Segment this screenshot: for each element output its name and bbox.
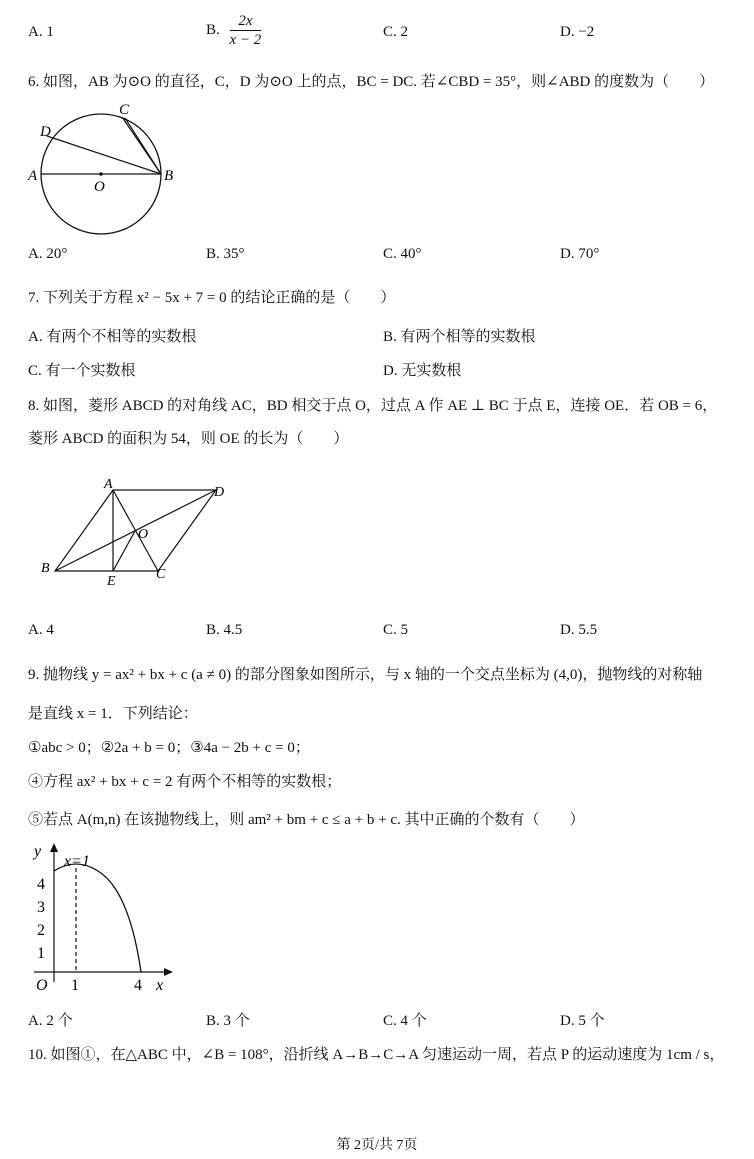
q6-option-c: C. 40°: [383, 246, 422, 262]
q9-parabola: [54, 864, 141, 972]
q5-option-a: A. 1: [28, 24, 54, 40]
q9-x-axis-arrow: [164, 968, 173, 976]
q7-option-b: B. 有两个相等的实数根: [383, 329, 536, 345]
q5-option-d: D. −2: [560, 24, 595, 40]
q6-label-b: B: [164, 168, 174, 184]
q6-circle-figure: [24, 96, 184, 246]
q9-axis-line-label: x=1: [64, 853, 90, 870]
q9-option-d: D. 5 个: [560, 1013, 605, 1029]
q5-option-b-denominator: x − 2: [229, 32, 262, 48]
q9-origin-label: O: [36, 977, 48, 994]
q9-y-tick-1: 1: [37, 945, 45, 962]
q9-x-tick-1: 1: [71, 977, 79, 994]
q9-x-label: x: [156, 977, 164, 994]
q8-label-d: D: [214, 485, 225, 500]
q9-stem-line4: ④方程 ax² + bx + c = 2 有两个不相等的实数根；: [28, 774, 342, 790]
q6-option-d: D. 70°: [560, 246, 600, 262]
q9-y-label: y: [34, 843, 42, 860]
q8-option-c: C. 5: [383, 622, 409, 638]
q5-option-b-label: B.: [206, 21, 220, 38]
q6-label-a: A: [28, 168, 38, 184]
q6-option-a: A. 20°: [28, 246, 68, 262]
q7-option-d: D. 无实数根: [383, 363, 462, 379]
q9-x-tick-4: 4: [134, 977, 142, 994]
q6-center-dot: [99, 172, 103, 176]
q9-stem-line3: ①abc > 0；②2a + b = 0；③4a − 2b + c = 0；: [28, 740, 310, 756]
q8-stem-line2: 菱形 ABCD 的面积为 54，则 OE 的长为（ ）: [28, 431, 349, 447]
q10-stem: 10. 如图①，在△ABC 中，∠B = 108°，沿折线 A→B→C→A 匀速运动一周，若点 P 的运动速度为 1cm / s，: [28, 1047, 725, 1063]
q8-diagonal-bd: [55, 490, 216, 571]
q8-label-e: E: [107, 574, 116, 589]
q8-label-b: B: [41, 561, 50, 576]
q9-option-b: B. 3 个: [206, 1013, 250, 1029]
q9-stem-line1: 9. 抛物线 y = ax² + bx + c (a ≠ 0) 的部分图象如图所示，与 x 轴的一个交点坐标为 (4,0)，抛物线的对称轴: [28, 667, 703, 683]
q9-y-tick-4: 4: [37, 876, 45, 893]
q7-option-c: C. 有一个实数根: [28, 363, 136, 379]
q8-rhombus-figure: [36, 474, 236, 590]
q8-label-a: A: [104, 477, 113, 492]
q9-y-tick-2: 2: [37, 922, 45, 939]
q6-chord-cb-b: [125, 118, 161, 174]
q6-label-c: C: [119, 102, 130, 118]
q9-y-tick-3: 3: [37, 899, 45, 916]
q5-option-b-fraction: [230, 12, 262, 49]
q9-parabola-graph: [26, 840, 186, 1000]
q7-stem: 7. 下列关于方程 x² − 5x + 7 = 0 的结论正确的是（ ）: [28, 290, 396, 306]
q6-label-o: O: [94, 179, 105, 195]
q6-stem: 6. 如图，AB 为⊙O 的直径，C，D 为⊙O 上的点，BC = DC. 若∠CBD = 35°，则∠ABD 的度数为（ ）: [28, 74, 715, 90]
q9-stem-line2: 是直线 x = 1．下列结论：: [28, 706, 198, 722]
q8-label-c: C: [156, 567, 166, 582]
q6-chord-db: [47, 136, 161, 174]
q7-option-a: A. 有两个不相等的实数根: [28, 329, 197, 345]
q8-label-o: O: [138, 527, 149, 542]
q9-option-a: A. 2 个: [28, 1013, 73, 1029]
q8-stem-line1: 8. 如图，菱形 ABCD 的对角线 AC，BD 相交于点 O，过点 A 作 AE ⊥ BC 于点 E，连接 OE．若 OB = 6，: [28, 398, 718, 414]
q9-y-axis-arrow: [50, 843, 58, 852]
q5-option-b-numerator: 2x: [230, 12, 262, 31]
q9-option-c: C. 4 个: [383, 1013, 427, 1029]
page-footer: 第 2页/共 7页: [336, 1138, 418, 1153]
q8-option-a: A. 4: [28, 622, 54, 638]
q8-segment-oe: [113, 531, 135, 571]
q8-option-b: B. 4.5: [206, 622, 243, 638]
q8-option-d: D. 5.5: [560, 622, 598, 638]
q5-option-b: [206, 12, 261, 49]
q6-option-b: B. 35°: [206, 246, 245, 262]
q6-label-d: D: [40, 124, 51, 140]
q9-stem-line5: ⑤若点 A(m,n) 在该抛物线上，则 am² + bm + c ≤ a + b + c. 其中正确的个数有（ ）: [28, 812, 585, 828]
q5-option-c: C. 2: [383, 24, 409, 40]
